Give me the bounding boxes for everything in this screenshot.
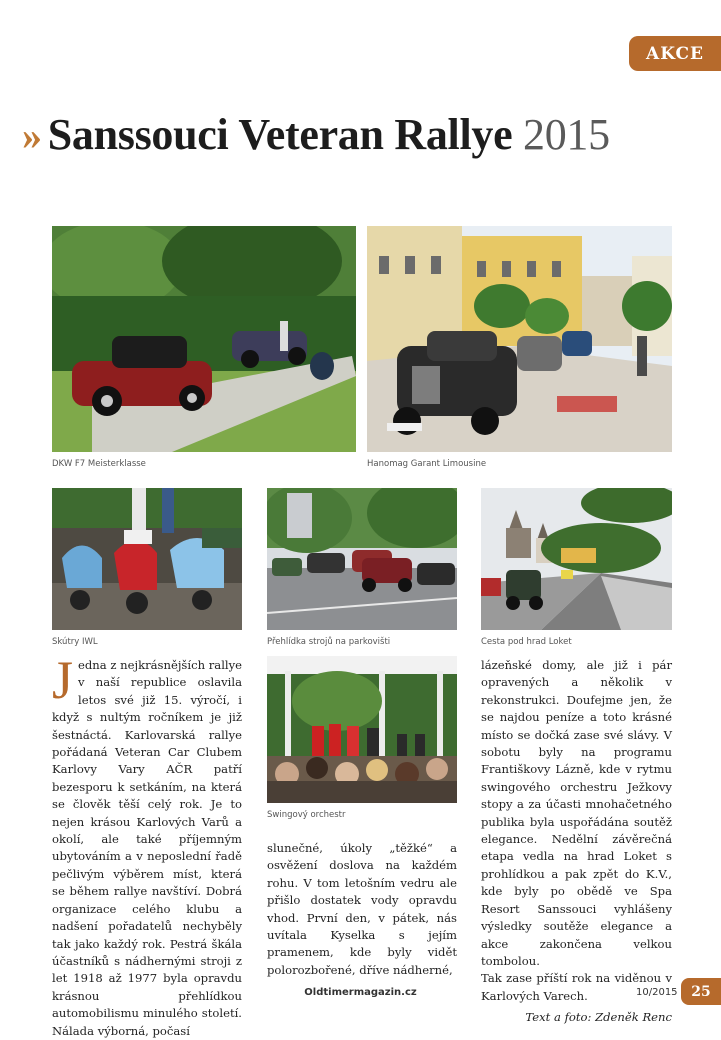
title-mark: » xyxy=(22,113,42,158)
article-text: slunečné, úkoly „těžké“ a osvěžení doslova na každém rohu. V tom letošním vedru ale přišlo dostatek vody opravdu vhod. První den, v pátek, nás uvítala Kyselka s jejím pramenem, kde byly vidět polorozbořené, dříve nádherné, xyxy=(267,841,457,977)
page-number: 25 xyxy=(681,978,721,1005)
photo-parking-parade xyxy=(267,488,457,630)
article-text: lázeňské domy, ale již i pár opravených a několik v rekonstrukci. Doufejme jen, že se najdou peníze a toto krásné místo se dočká zase své slávy. V sobotu byly na programu Františkovy Lázně, kde v rytmu swingového orchestru Ježkovy stopy a za účasti mnohačetného publika byla uspořádána soutěž elegance. Nedělní závěrečná etapa vedla na hrad Loket s prohlídkou a pak zpět do K.V., kde byly po obědě ve Spa Resort Sanssouci vyhlášeny výsledky soutěže elegance a akce zakončena velkou tombolou. xyxy=(481,658,672,968)
article-column-2 xyxy=(267,840,457,979)
photo-caption: Přehlídka strojů na parkovišti xyxy=(267,637,391,647)
photo-iwl-scooters xyxy=(52,488,242,630)
drop-cap: J xyxy=(52,650,74,710)
article-column-1 xyxy=(52,650,243,1040)
photo-caption: Swingový orchestr xyxy=(267,810,346,820)
photo-dkw-f7 xyxy=(52,226,356,452)
photo-hanomag xyxy=(367,226,672,452)
title-year: 2015 xyxy=(523,110,610,159)
photo-swing-orchestra xyxy=(267,656,457,803)
footer-website: Oldtimermagazin.cz xyxy=(304,987,417,998)
photo-caption: Skútry IWL xyxy=(52,637,98,647)
photo-caption: Cesta pod hrad Loket xyxy=(481,637,572,647)
title-main: Sanssouci Veteran Rallye xyxy=(47,110,513,159)
article-text: edna z nejkrásnějších rallye v naší republice oslavila letos své již 15. výročí, i když s nultým ročníkem je již šestnáctá. Karlovarská rallye pořádaná Veteran Car Clubem Karlovy Vary AČR patří bezesporu k setkáním, na která se člověk těší celý rok. Je to nejen krásou Karlových Varů a okolí, ale také příjemným ubytováním a v neposlední řadě pečlivým výběrem míst, která se během rallye navštíví. Dobrá organizace celého klubu a nadšení pořadatelů nechyběly tak jako každý rok. Pestrá škála účastníků s nádhernými stroji z let 1918 až 1977 byla opravdu krásnou přehlídkou automobilismu minulého století. Nálada výborná, počasí xyxy=(52,658,243,1038)
photo-caption: DKW F7 Meisterklasse xyxy=(52,459,146,469)
article-column-3 xyxy=(481,657,672,1027)
page-title xyxy=(22,109,610,160)
article-text: Tak zase příští rok na viděnou v Karlových Varech. xyxy=(481,971,672,1003)
section-tag: AKCE xyxy=(629,36,721,71)
footer-issue: 10/2015 xyxy=(636,987,678,998)
photo-loket-road xyxy=(481,488,672,630)
photo-caption: Hanomag Garant Limousine xyxy=(367,459,487,469)
author-signature: Text a foto: Zdeněk Renc xyxy=(525,1010,672,1025)
